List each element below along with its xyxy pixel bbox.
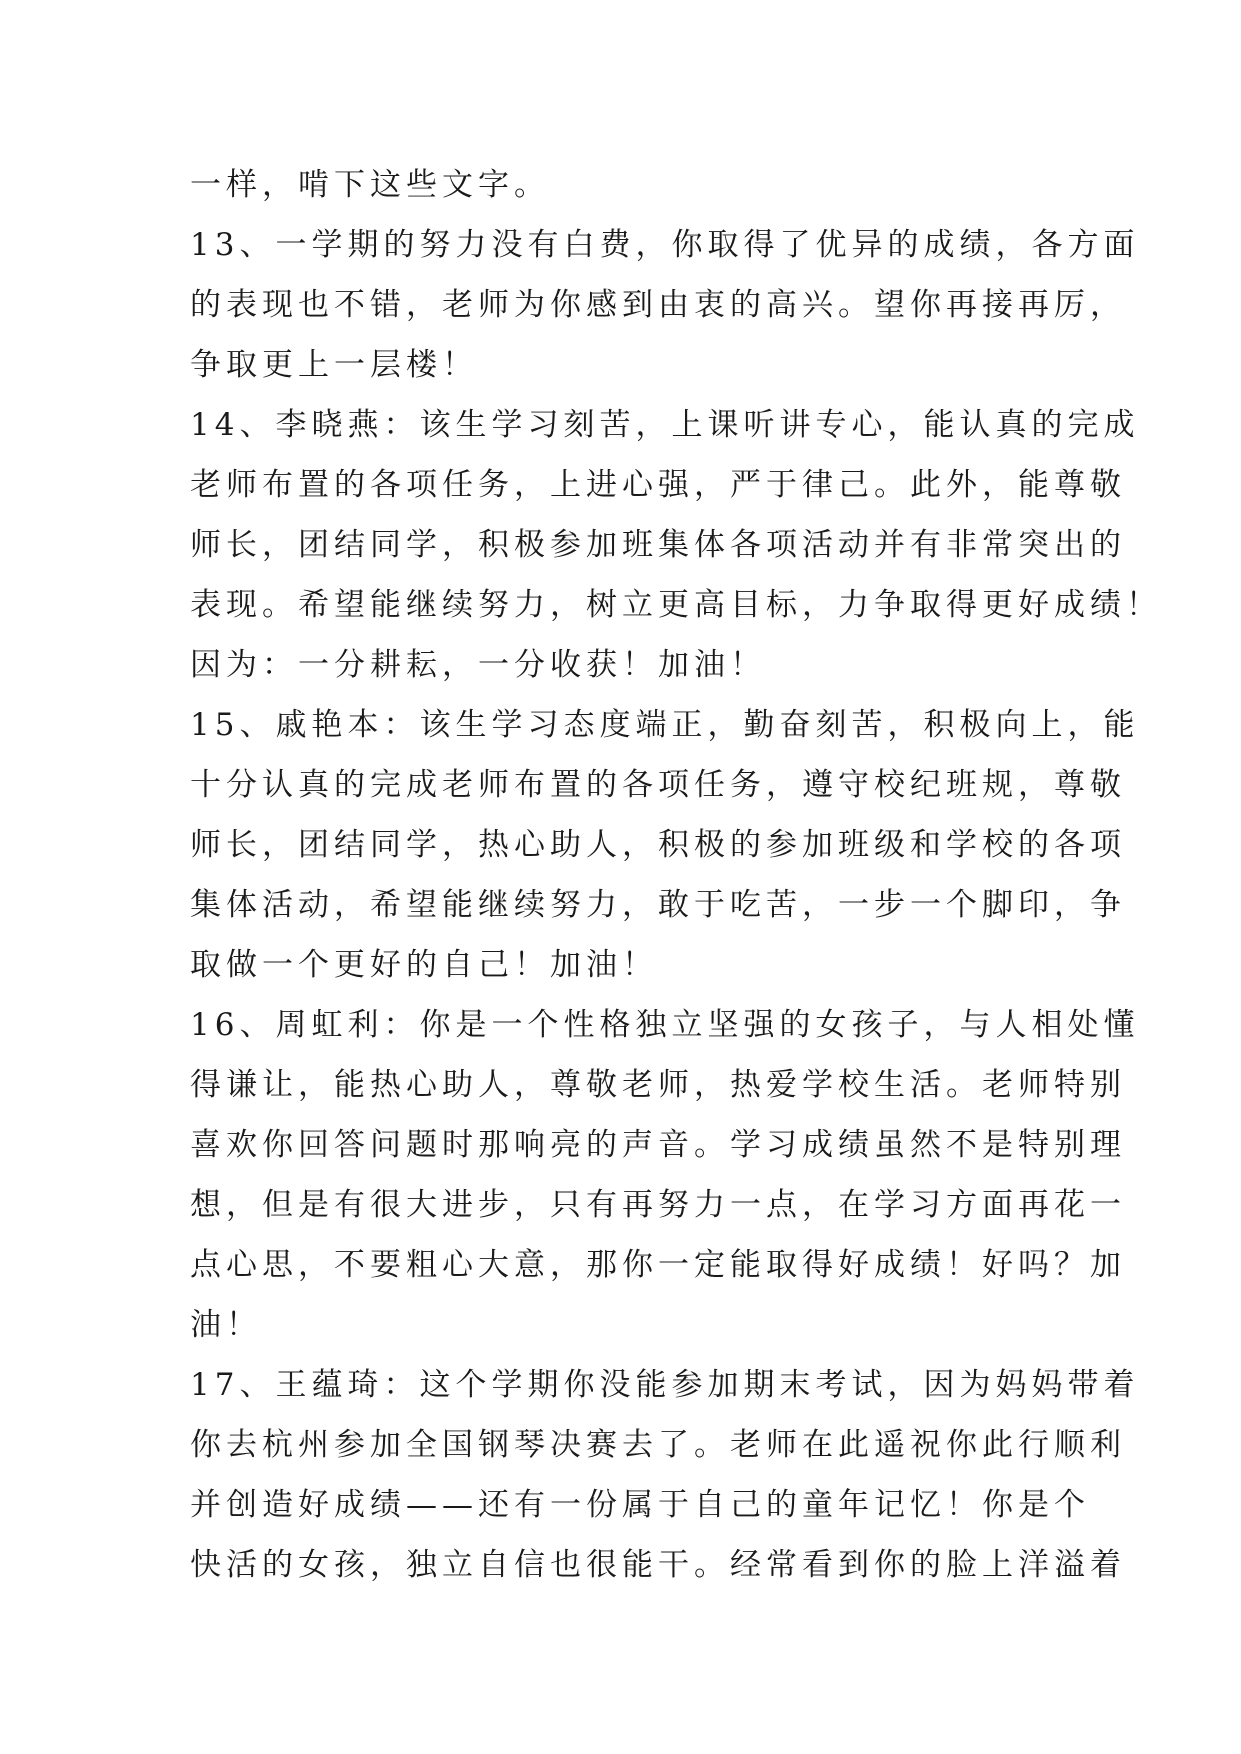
- text-line: 师长，团结同学，热心助人，积极的参加班级和学校的各项: [190, 827, 1126, 863]
- text-line: 一样，啃下这些文字。: [190, 167, 550, 203]
- text-line: 集体活动，希望能继续努力，敢于吃苦，一步一个脚印，争: [190, 887, 1126, 923]
- text-line: 想，但是有很大进步，只有再努力一点，在学习方面再花一: [190, 1187, 1126, 1223]
- text-line: 喜欢你回答问题时那响亮的声音。学习成绩虽然不是特别理: [190, 1127, 1126, 1163]
- body-text: [190, 155, 1162, 1595]
- text-line: 取做一个更好的自己！加油！: [190, 947, 658, 983]
- text-line: 16、周虹利：你是一个性格独立坚强的女孩子，与人相处懂: [190, 1007, 1140, 1043]
- text-line: 15、戚艳本：该生学习态度端正，勤奋刻苦，积极向上，能: [190, 707, 1140, 743]
- text-line: 油！: [190, 1307, 262, 1343]
- text-line: 点心思，不要粗心大意，那你一定能取得好成绩！好吗？加: [190, 1247, 1126, 1283]
- text-line: 你去杭州参加全国钢琴决赛去了。老师在此遥祝你此行顺利: [190, 1427, 1126, 1463]
- text-line: 14、李晓燕：该生学习刻苦，上课听讲专心，能认真的完成: [190, 407, 1140, 443]
- text-line: 十分认真的完成老师布置的各项任务，遵守校纪班规，尊敬: [190, 767, 1126, 803]
- text-line: 快活的女孩，独立自信也很能干。经常看到你的脸上洋溢着: [190, 1547, 1126, 1583]
- text-line: 师长，团结同学，积极参加班集体各项活动并有非常突出的: [190, 527, 1126, 563]
- text-line: 争取更上一层楼！: [190, 347, 478, 383]
- text-line: 表现。希望能继续努力，树立更高目标，力争取得更好成绩！: [190, 587, 1162, 623]
- text-line: 13、一学期的努力没有白费，你取得了优异的成绩，各方面: [190, 227, 1140, 263]
- text-line: 得谦让，能热心助人，尊敬老师，热爱学校生活。老师特别: [190, 1067, 1126, 1103]
- text-line: 17、王蕴琦：这个学期你没能参加期末考试，因为妈妈带着: [190, 1367, 1140, 1403]
- text-line: 的表现也不错，老师为你感到由衷的高兴。望你再接再厉，: [190, 287, 1126, 323]
- text-line: 并创造好成绩——还有一份属于自己的童年记忆！你是个: [190, 1487, 1090, 1523]
- text-line: 因为：一分耕耘，一分收获！加油！: [190, 647, 766, 683]
- text-line: 老师布置的各项任务，上进心强，严于律己。此外，能尊敬: [190, 467, 1126, 503]
